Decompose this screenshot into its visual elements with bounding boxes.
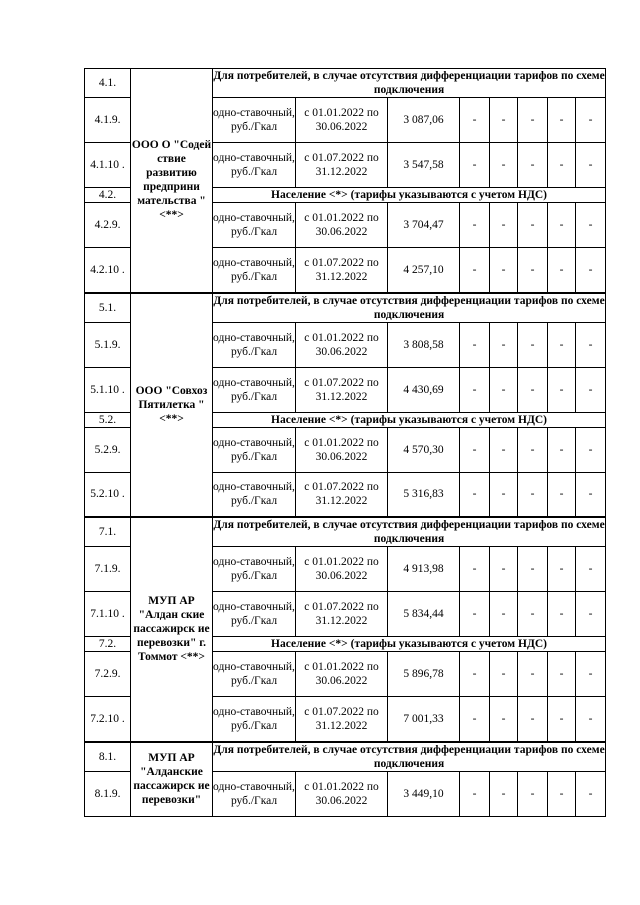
dash-cell: -: [548, 472, 576, 517]
dash-cell: -: [490, 367, 518, 412]
tariff-value: 4 430,69: [388, 367, 460, 412]
dash-cell: -: [576, 427, 606, 472]
tariff-type: одно-ставочный, руб./Гкал: [213, 592, 296, 637]
tariff-period: с 01.01.2022 по 30.06.2022: [296, 652, 388, 697]
dash-cell: -: [576, 143, 606, 188]
dash-cell: -: [460, 143, 490, 188]
tariff-period: с 01.01.2022 по 30.06.2022: [296, 771, 388, 816]
dash-cell: -: [548, 427, 576, 472]
tariff-value: 5 834,44: [388, 592, 460, 637]
tariff-value: 4 570,30: [388, 427, 460, 472]
row-number: 4.2.9.: [85, 203, 131, 248]
tariff-value: 5 316,83: [388, 472, 460, 517]
dash-cell: -: [576, 98, 606, 143]
tariff-type: одно-ставочный, руб./Гкал: [213, 203, 296, 248]
tariff-type: одно-ставочный, руб./Гкал: [213, 143, 296, 188]
dash-cell: -: [460, 203, 490, 248]
tariff-period: с 01.07.2022 по 31.12.2022: [296, 472, 388, 517]
population-header: Население <*> (тарифы указываются с учетом НДС): [213, 188, 606, 203]
dash-cell: -: [576, 472, 606, 517]
row-number: 5.2.10 .: [85, 472, 131, 517]
dash-cell: -: [460, 322, 490, 367]
row-number: 4.2.: [85, 188, 131, 203]
tariff-period: с 01.07.2022 по 31.12.2022: [296, 248, 388, 293]
tariff-value: 7 001,33: [388, 697, 460, 742]
tariff-value: 3 449,10: [388, 771, 460, 816]
dash-cell: -: [460, 652, 490, 697]
dash-cell: -: [490, 592, 518, 637]
organization-name: МУП АР "Алдан ские пассажирск ие перевозки" г. Томмот <**>: [131, 517, 213, 742]
tariff-period: с 01.07.2022 по 31.12.2022: [296, 367, 388, 412]
row-number: 4.1.: [85, 69, 131, 98]
dash-cell: -: [460, 427, 490, 472]
tariff-period: с 01.07.2022 по 31.12.2022: [296, 143, 388, 188]
dash-cell: -: [490, 143, 518, 188]
dash-cell: -: [548, 203, 576, 248]
dash-cell: -: [460, 697, 490, 742]
tariff-value: 3 087,06: [388, 98, 460, 143]
dash-cell: -: [490, 203, 518, 248]
row-number: 7.1.9.: [85, 547, 131, 592]
dash-cell: -: [460, 771, 490, 816]
dash-cell: -: [576, 592, 606, 637]
dash-cell: -: [490, 652, 518, 697]
tariff-type: одно-ставочный, руб./Гкал: [213, 697, 296, 742]
dash-cell: -: [518, 322, 548, 367]
tariff-table: [84, 68, 606, 817]
dash-cell: -: [576, 203, 606, 248]
dash-cell: -: [518, 652, 548, 697]
tariff-type: одно-ставочный, руб./Гкал: [213, 427, 296, 472]
tariff-period: с 01.07.2022 по 31.12.2022: [296, 697, 388, 742]
section-header: Для потребителей, в случае отсутствия дифференциации тарифов по схеме подключения: [213, 519, 605, 545]
dash-cell: -: [518, 427, 548, 472]
tariff-type: одно-ставочный, руб./Гкал: [213, 652, 296, 697]
tariff-type: одно-ставочный, руб./Гкал: [213, 322, 296, 367]
row-number: 5.1.: [85, 293, 131, 323]
section-header: Для потребителей, в случае отсутствия дифференциации тарифов по схеме подключения: [213, 70, 605, 96]
dash-cell: -: [548, 652, 576, 697]
tariff-type: одно-ставочный, руб./Гкал: [213, 472, 296, 517]
row-number: 8.1.9.: [85, 771, 131, 816]
dash-cell: -: [518, 203, 548, 248]
tariff-type: одно-ставочный, руб./Гкал: [213, 367, 296, 412]
dash-cell: -: [548, 547, 576, 592]
dash-cell: -: [518, 547, 548, 592]
dash-cell: -: [490, 472, 518, 517]
dash-cell: -: [460, 367, 490, 412]
dash-cell: -: [548, 697, 576, 742]
tariff-period: с 01.01.2022 по 30.06.2022: [296, 427, 388, 472]
dash-cell: -: [460, 98, 490, 143]
row-number: 7.1.10 .: [85, 592, 131, 637]
dash-cell: -: [576, 248, 606, 293]
dash-cell: -: [548, 98, 576, 143]
row-number: 5.1.10 .: [85, 367, 131, 412]
row-number: 7.2.10 .: [85, 697, 131, 742]
row-number: 7.2.9.: [85, 652, 131, 697]
dash-cell: -: [518, 697, 548, 742]
population-header: Население <*> (тарифы указываются с учетом НДС): [213, 637, 606, 652]
row-number: 7.1.: [85, 517, 131, 547]
dash-cell: -: [490, 697, 518, 742]
dash-cell: -: [576, 652, 606, 697]
dash-cell: -: [548, 143, 576, 188]
tariff-value: 3 547,58: [388, 143, 460, 188]
dash-cell: -: [518, 248, 548, 293]
dash-cell: -: [518, 367, 548, 412]
dash-cell: -: [460, 592, 490, 637]
dash-cell: -: [548, 248, 576, 293]
row-number: 5.1.9.: [85, 322, 131, 367]
dash-cell: -: [518, 771, 548, 816]
row-number: 7.2.: [85, 637, 131, 652]
organization-name: МУП АР "Алданские пассажирск ие перевозки": [131, 742, 213, 817]
row-number: 4.2.10 .: [85, 248, 131, 293]
dash-cell: -: [490, 547, 518, 592]
tariff-period: с 01.01.2022 по 30.06.2022: [296, 203, 388, 248]
row-number: 5.2.9.: [85, 427, 131, 472]
dash-cell: -: [576, 322, 606, 367]
row-number: 4.1.10 .: [85, 143, 131, 188]
population-header: Население <*> (тарифы указываются с учетом НДС): [213, 412, 606, 427]
dash-cell: -: [576, 547, 606, 592]
section-header: Для потребителей, в случае отсутствия дифференциации тарифов по схеме подключения: [213, 294, 605, 321]
dash-cell: -: [548, 592, 576, 637]
tariff-value: 4 913,98: [388, 547, 460, 592]
section-header: Для потребителей, в случае отсутствия дифференциации тарифов по схеме подключения: [213, 743, 605, 770]
dash-cell: -: [490, 427, 518, 472]
table-row: [85, 517, 606, 547]
dash-cell: -: [548, 367, 576, 412]
dash-cell: -: [518, 143, 548, 188]
dash-cell: -: [548, 322, 576, 367]
tariff-type: одно-ставочный, руб./Гкал: [213, 248, 296, 293]
dash-cell: -: [576, 367, 606, 412]
tariff-type: одно-ставочный, руб./Гкал: [213, 771, 296, 816]
dash-cell: -: [460, 472, 490, 517]
row-number: 4.1.9.: [85, 98, 131, 143]
tariff-value: 4 257,10: [388, 248, 460, 293]
dash-cell: -: [576, 771, 606, 816]
dash-cell: -: [490, 771, 518, 816]
table-row: [85, 742, 606, 772]
row-number: 5.2.: [85, 412, 131, 427]
dash-cell: -: [490, 322, 518, 367]
row-number: 8.1.: [85, 742, 131, 772]
dash-cell: -: [548, 771, 576, 816]
table-row: [85, 293, 606, 323]
dash-cell: -: [576, 697, 606, 742]
dash-cell: -: [460, 248, 490, 293]
tariff-type: одно-ставочный, руб./Гкал: [213, 547, 296, 592]
tariff-value: 3 704,47: [388, 203, 460, 248]
tariff-type: одно-ставочный, руб./Гкал: [213, 98, 296, 143]
organization-name: ООО "Совхоз Пятилетка " <**>: [131, 293, 213, 518]
tariff-value: 3 808,58: [388, 322, 460, 367]
dash-cell: -: [518, 98, 548, 143]
tariff-period: с 01.01.2022 по 30.06.2022: [296, 98, 388, 143]
tariff-period: с 01.07.2022 по 31.12.2022: [296, 592, 388, 637]
tariff-period: с 01.01.2022 по 30.06.2022: [296, 547, 388, 592]
dash-cell: -: [460, 547, 490, 592]
dash-cell: -: [518, 472, 548, 517]
dash-cell: -: [490, 248, 518, 293]
organization-name: ООО О "Содей ствие развитию предприни мательства " <**>: [131, 69, 213, 293]
tariff-period: с 01.01.2022 по 30.06.2022: [296, 322, 388, 367]
tariff-value: 5 896,78: [388, 652, 460, 697]
dash-cell: -: [490, 98, 518, 143]
table-row: [85, 69, 606, 98]
dash-cell: -: [518, 592, 548, 637]
